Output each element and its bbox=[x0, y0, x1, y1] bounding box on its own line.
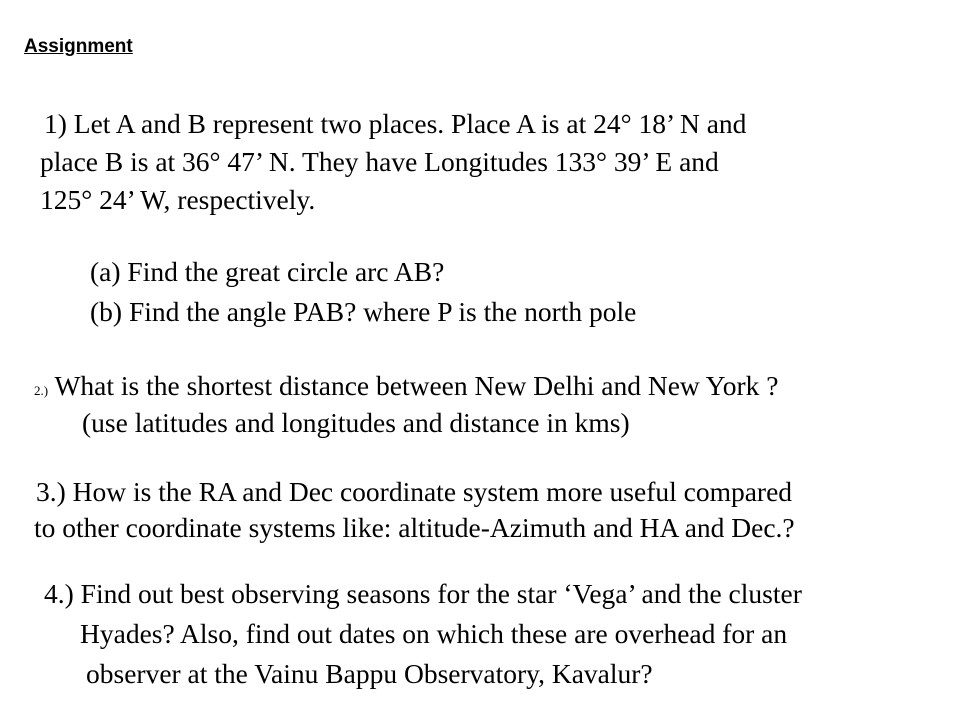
q4-line-2: Hyades? Also, find out dates on which these are overhead for an bbox=[80, 618, 788, 649]
q1-line-2: place B is at 36° 47’ N. They have Longitudes 133° 39’ E and bbox=[40, 146, 719, 177]
q1-line-3: 125° 24’ W, respectively. bbox=[40, 184, 316, 215]
q4-line-1: 4.) Find out best observing seasons for the star ‘Vega’ and the cluster bbox=[44, 578, 802, 609]
q2-number: 2.) bbox=[34, 383, 49, 398]
q3-line-1: 3.) How is the RA and Dec coordinate system more useful compared bbox=[36, 476, 793, 507]
q1-line-1: 1) Let A and B represent two places. Place A is at 24° 18’ N and bbox=[44, 108, 747, 139]
q1-part-b: (b) Find the angle PAB? where P is the north pole bbox=[90, 296, 637, 327]
assignment-heading: Assignment bbox=[24, 36, 133, 57]
q1-part-a: (a) Find the great circle arc AB? bbox=[90, 256, 445, 287]
q2-line-1 bbox=[34, 370, 778, 407]
q2-text: What is the shortest distance between New Delhi and New York ? bbox=[48, 370, 779, 401]
q3-line-2: to other coordinate systems like: altitude-Azimuth and HA and Dec.? bbox=[34, 512, 795, 543]
q2-line-2: (use latitudes and longitudes and distance in kms) bbox=[82, 407, 630, 438]
q4-line-3: observer at the Vainu Bappu Observatory, Kavalur? bbox=[86, 658, 653, 689]
